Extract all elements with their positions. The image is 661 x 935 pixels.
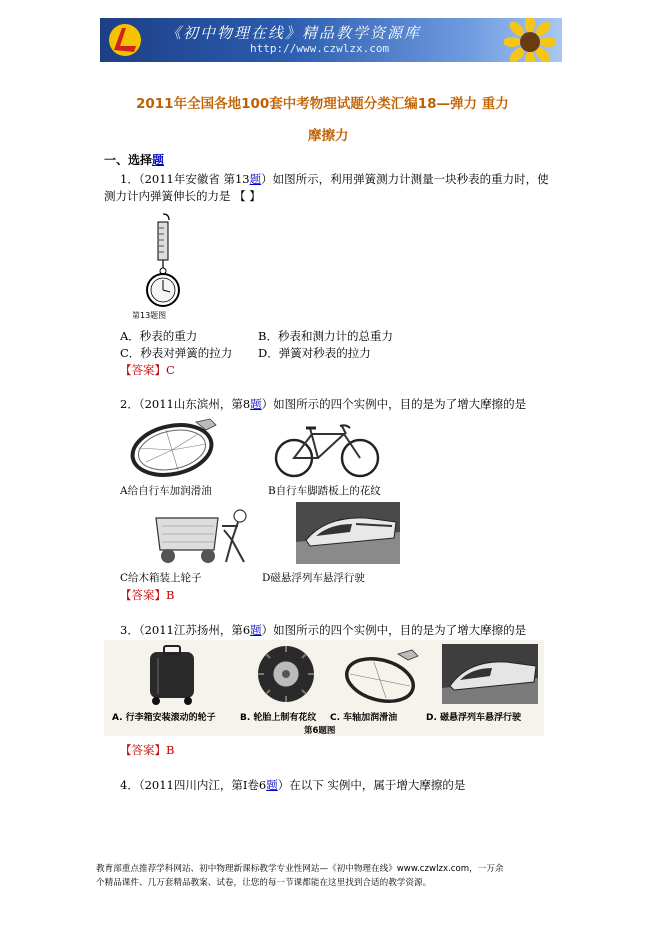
q2-stem: [120, 396, 526, 412]
q2-figure-b-bicycle: [272, 418, 382, 480]
q3-figure-c-wheel-oil: [342, 648, 426, 704]
q3-caption-d: D. 磁悬浮列车悬浮行驶: [426, 713, 522, 723]
q3-figure-a-suitcase: [142, 644, 202, 706]
q3-caption-a: A. 行李箱安装滚动的轮子: [112, 713, 216, 723]
section-prefix: 一、选择: [104, 153, 153, 167]
q2-caption-b: B自行车脚踏板上的花纹: [268, 485, 381, 497]
q1-answer: 【答案】C: [120, 363, 175, 377]
q2-figure-a-wheel-oil: [126, 418, 222, 478]
sunflower-icon: [504, 18, 556, 62]
q3-answer: 【答案】B: [120, 743, 175, 757]
q1-stem-line1: [120, 171, 549, 187]
q3-caption-c: C. 车轴加润滑油: [330, 713, 398, 723]
q1-option-d: D．弹簧对秒表的拉力: [258, 346, 371, 360]
q3-link[interactable]: 题: [250, 623, 262, 637]
q1-option-a: A．秒表的重力: [120, 329, 198, 343]
footer-line1: 教育部重点推荐学科网站、初中物理新课标教学专业性网站—《初中物理在线》www.czwlzx.com，一万余: [96, 864, 504, 874]
q4-stem-a: 4．（2011四川内江，第Ⅰ卷6: [120, 778, 267, 792]
q1-stem-line2: 测力计内弹簧伸长的力是 【 】: [104, 189, 261, 203]
q1-stem-a: 1．（2011年安徽省 第13: [120, 172, 250, 186]
section-link[interactable]: 题: [152, 153, 165, 167]
q4-stem: [120, 777, 465, 793]
q4-stem-b: ）在以下 实例中，属于增大摩擦的是: [277, 778, 466, 792]
q1-link[interactable]: 题: [249, 172, 262, 186]
q3-figure-d-maglev: [442, 644, 538, 704]
q2-caption-a: A给自行车加润滑油: [120, 485, 212, 497]
q2-figure-c-box-wheels: [152, 504, 264, 568]
footer-line2: 个精品课件、几万套精品教案、试卷，让您的每一节课都能在这里找到合适的教学资源。: [96, 878, 432, 888]
q2-answer: 【答案】B: [120, 588, 175, 602]
q3-figure-b-tire: [256, 642, 316, 706]
q1-option-b: B．秒表和测力计的总重力: [258, 329, 393, 343]
banner-title: 《初中物理在线》精品教学资源库: [166, 24, 422, 42]
q1-figure-spring-scale: [128, 212, 198, 324]
q2-link[interactable]: 题: [250, 397, 262, 411]
q2-stem-a: 2．（2011山东滨州，第8: [120, 397, 251, 411]
q2-stem-b: ）如图所示的四个实例中，目的是为了增大摩擦的是: [261, 397, 527, 411]
q3-stem: [120, 622, 526, 638]
q2-caption-c: C给木箱装上轮子: [120, 572, 202, 584]
document-title-line1: 2011年全国各地100套中考物理试题分类汇编18—弹力 重力: [136, 96, 509, 112]
q3-caption-b: B. 轮胎上制有花纹: [240, 713, 317, 723]
q2-figure-d-maglev: [296, 502, 400, 564]
q1-stem-b: ）如图所示，利用弹簧测力计测量一块秒表的重力时，使: [261, 172, 549, 186]
q3-figure-panel: [104, 640, 544, 736]
banner-url[interactable]: http://www.czwlzx.com: [250, 42, 390, 55]
site-logo-icon: [106, 22, 144, 58]
q1-option-c: C．秒表对弹簧的拉力: [120, 346, 233, 360]
q3-stem-a: 3．（2011江苏扬州，第6: [120, 623, 251, 637]
document-title-line2: 摩擦力: [308, 128, 349, 144]
q4-link[interactable]: 题: [266, 778, 278, 792]
q3-stem-b: ）如图所示的四个实例中，目的是为了增大摩擦的是: [261, 623, 527, 637]
maglev-train-icon: [296, 502, 400, 564]
q3-figure-caption: 第6题图: [304, 726, 336, 736]
section-heading: [104, 151, 164, 168]
site-banner: [100, 18, 562, 62]
q2-caption-d: D磁悬浮列车悬浮行驶: [262, 572, 365, 584]
q1-figure-caption: 第13题图: [132, 311, 167, 320]
